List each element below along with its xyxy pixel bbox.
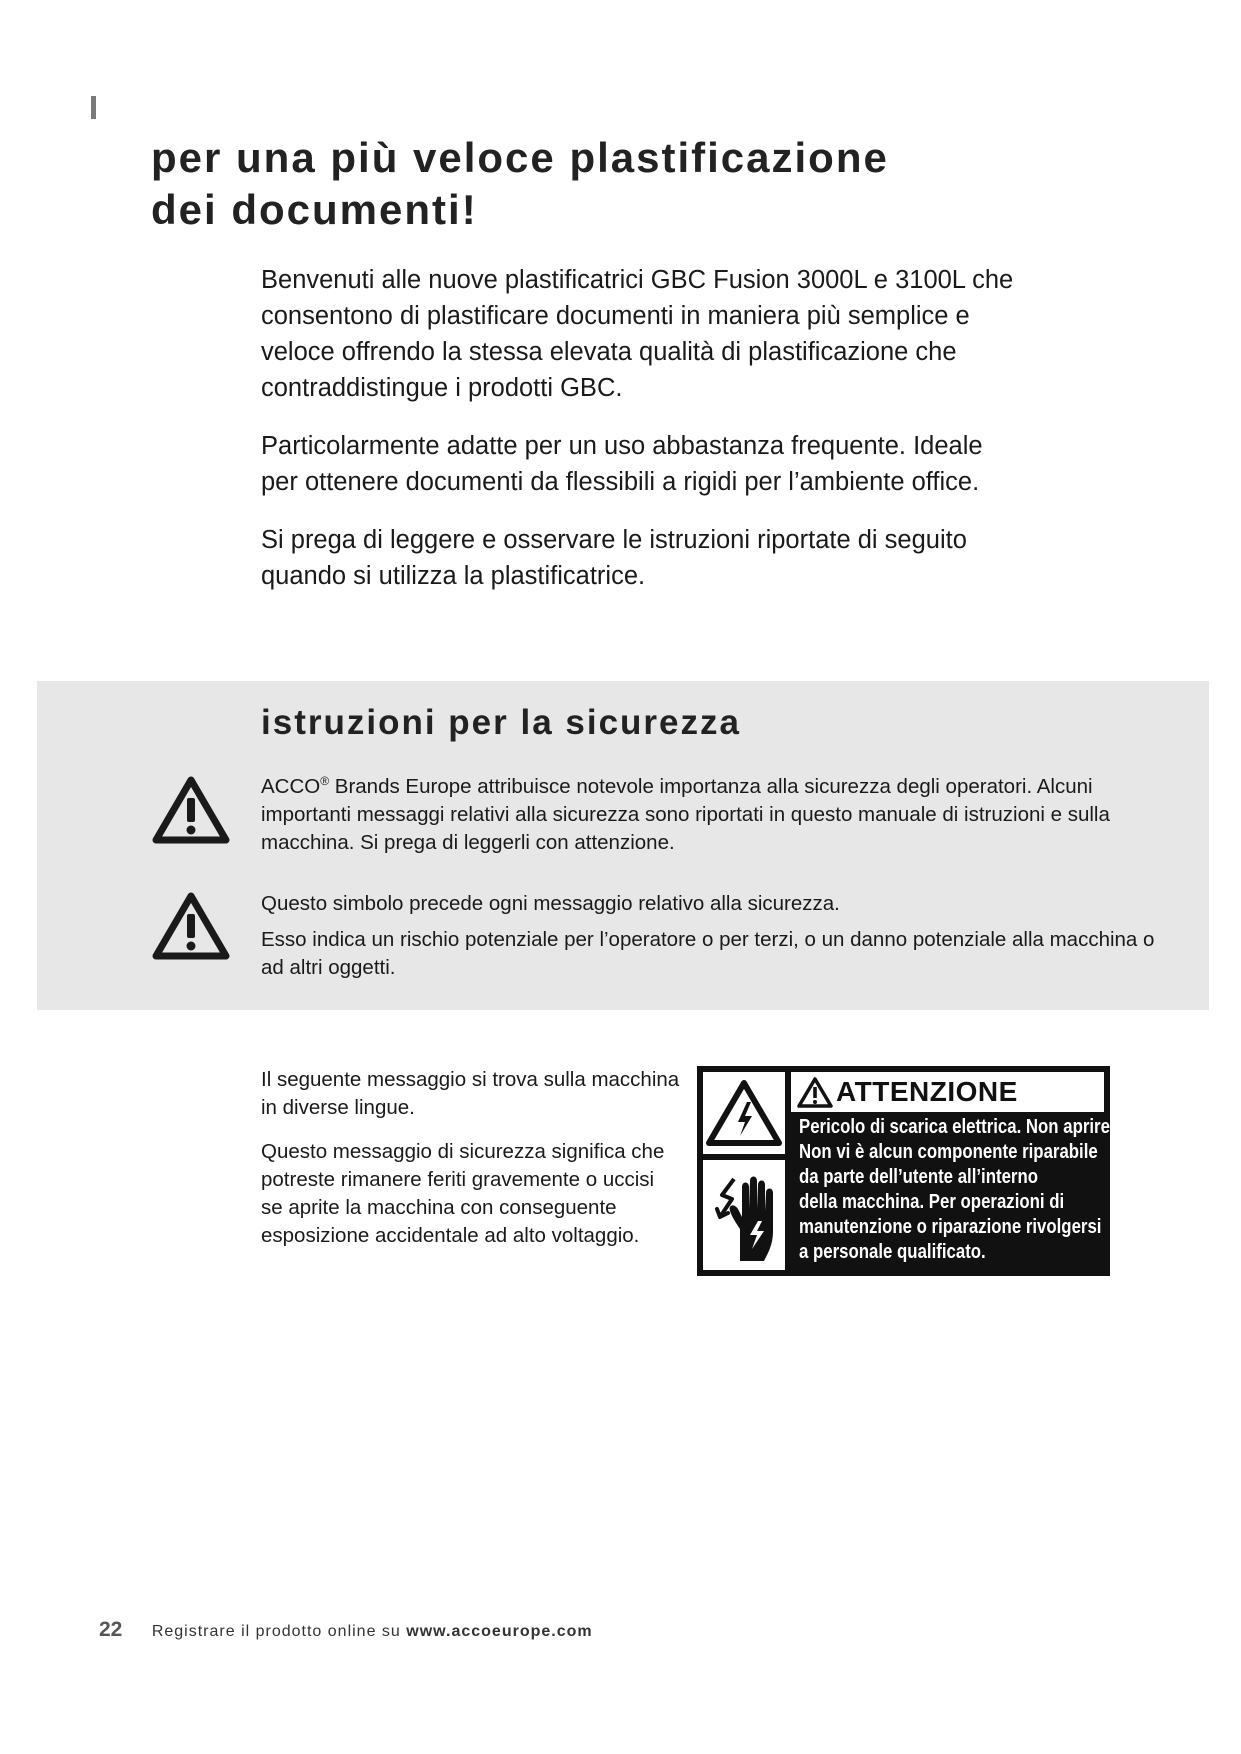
page-number: 22 bbox=[99, 1618, 123, 1641]
label-header-text: ATTENZIONE bbox=[836, 1076, 1018, 1107]
label-line: manutenzione o riparazione rivolgersi bbox=[799, 1216, 1102, 1238]
warning-triangle-icon bbox=[797, 1076, 833, 1108]
intro-section bbox=[261, 262, 1021, 616]
main-title bbox=[151, 132, 1051, 236]
label-lightning-cell bbox=[703, 1072, 785, 1154]
warning-triangle-icon bbox=[152, 891, 230, 961]
footer-url-link[interactable]: www.accoeurope.com bbox=[406, 1623, 593, 1640]
intro-paragraph-1: Benvenuti alle nuove plastificatrici GBC Fusion 3000L e 3100L che consentono di plastificare documenti in maniera più semplice e veloce offrendo la stessa elevata qualità di plastificazione che contraddistingue i prodotti GBC. bbox=[261, 266, 1014, 402]
warning-label bbox=[697, 1066, 1115, 1276]
intro-paragraph-2: Particolarmente adatte per un uso abbastanza frequente. Ideale per ottenere documenti da flessibili a rigidi per l’ambiente office. bbox=[261, 432, 983, 496]
label-line: della macchina. Per operazioni di bbox=[799, 1191, 1065, 1213]
label-line: Non vi è alcun componente riparabile bbox=[799, 1141, 1098, 1163]
label-line: a personale qualificato. bbox=[799, 1241, 986, 1263]
electric-hazard-icon bbox=[705, 1078, 783, 1148]
safety-section bbox=[37, 681, 1209, 1010]
footer bbox=[99, 1618, 593, 1642]
safety-paragraph-2: Questo simbolo precede ogni messaggio relativo alla sicurezza. bbox=[261, 892, 840, 915]
page-marker bbox=[91, 96, 96, 119]
message-paragraph-2: Questo messaggio di sicurezza significa che potreste rimanere feriti gravemente o uccisi se aprite la macchina con conseguente esposizione accidentale ad alto voltaggio. bbox=[261, 1140, 665, 1247]
label-body bbox=[799, 1115, 1115, 1265]
safety-paragraph-1: Brands Europe attribuisce notevole importanza alla sicurezza degli operatori. Alcuni importanti messaggi relativi alla sicurezza sono riportati in questo manuale di istruzioni e sulla macchina. Si prega di leggerli con attenzione. bbox=[261, 775, 1110, 854]
message-section bbox=[261, 1066, 681, 1266]
message-paragraph-1: Il seguente messaggio si trova sulla macchina in diverse lingue. bbox=[261, 1068, 680, 1119]
safety-paragraph-3: Esso indica un rischio potenziale per l’operatore o per terzi, o un danno potenziale alla macchina o ad altri oggetti. bbox=[261, 928, 1155, 979]
warning-triangle-icon bbox=[152, 775, 230, 845]
brand-name: ACCO bbox=[261, 775, 321, 798]
label-hand-cell bbox=[703, 1160, 785, 1270]
main-title-line-2: dei documenti! bbox=[151, 186, 478, 233]
registered-mark: ® bbox=[320, 774, 330, 789]
label-line: da parte dell’utente all’interno bbox=[799, 1166, 1038, 1188]
electric-shock-hand-icon bbox=[704, 1165, 784, 1265]
label-header bbox=[791, 1072, 1104, 1112]
label-line: Pericolo di scarica elettrica. Non aprire. bbox=[799, 1116, 1115, 1138]
intro-paragraph-3: Si prega di leggere e osservare le istruzioni riportate di seguito quando si utilizza la plastificatrice. bbox=[261, 526, 967, 590]
footer-text: Registrare il prodotto online su bbox=[151, 1623, 407, 1640]
safety-title: istruzioni per la sicurezza bbox=[261, 703, 741, 742]
main-title-line-1: per una più veloce plastificazione bbox=[151, 134, 889, 181]
safety-text-1 bbox=[261, 773, 1161, 865]
safety-text-2 bbox=[261, 890, 1161, 990]
